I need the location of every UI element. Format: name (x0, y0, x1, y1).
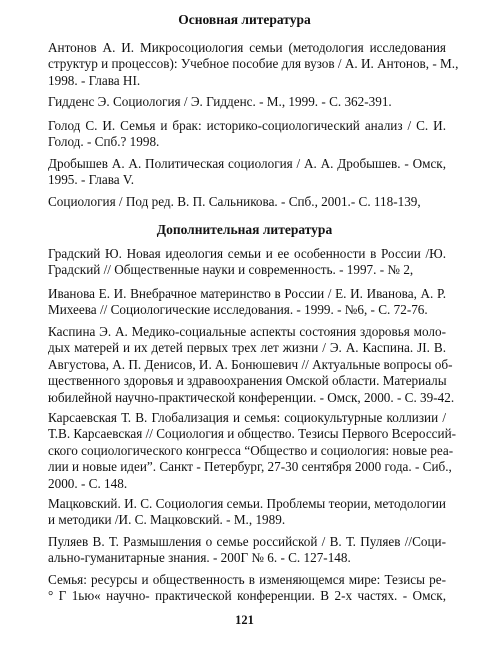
reference-entry-gradsky (48, 246, 446, 279)
reference-line: Т.В. Карсаевская // Социология и общество. Тезисы Первого Всероссий- (48, 426, 457, 442)
reference-line: юбилейной научно-практической конференции. - Омск, 2000. - С. 39-42. (48, 389, 455, 405)
reference-entry-ivanova (48, 286, 446, 319)
reference-line: 1995. - Глава V. (48, 172, 135, 188)
reference-line: щественного здоровья и здравоохранения Омской области. Материалы (48, 373, 447, 389)
reference-line: Карсаевская Т. В. Глобализация и семья: социокультурные коллизии / (48, 410, 446, 425)
reference-line: Иванова Е. И. Внебрачное материнство в России / Е. И. Иванова, А. Р. (48, 286, 446, 301)
reference-line: Градский Ю. Новая идеология семьи и ее особенности в России /Ю. (48, 246, 446, 261)
reference-line: лии и новые идеи”. Санкт - Петербург, 27-30 сентября 2000 года. - Сиб., (48, 459, 452, 475)
reference-line: ° Г 1ью« научно- практической конференции. В 2-х частях. - Омск, (48, 588, 446, 604)
reference-line: дых матерей и их детей первых трех лет жизни / Э. А. Каспина. JI. В. (48, 340, 446, 356)
reference-line: Августова, А. П. Денисов, И. А. Бонюшевич // Актуальные вопросы об- (48, 356, 453, 372)
reference-entry-sociology-salnikov (48, 194, 446, 210)
reference-entry-matskovsky (48, 496, 446, 529)
reference-line: Каспина Э. А. Медико-социальные аспекты состояния здоровья моло- (48, 324, 446, 339)
reference-line: Градский // Общественные науки и современность. - 1997. - № 2, (48, 262, 414, 278)
reference-line: Пуляев В. Т. Размышления о семье российской / В. Т. Пуляев //Соци- (48, 534, 446, 549)
reference-line: и методики /И. С. Мацковский. - М., 1989. (48, 512, 286, 528)
reference-line: Социология / Под ред. В. П. Сальникова. - Спб., 2001.- С. 118-139, (48, 194, 421, 209)
reference-line: 2000. - С. 148. (48, 475, 128, 491)
reference-line: 1998. - Глава HI. (48, 72, 141, 88)
reference-line: Семья: ресурсы и общественность в изменяющемся мире: Тезисы ре- (48, 572, 446, 587)
page-number: 121 (235, 613, 254, 627)
reference-line: Дробышев А. А. Политическая социология / А. А. Дробышев. - Омск, (48, 156, 446, 171)
reference-line: ского социологического конгресса “Общество и социология: новые реа- (48, 442, 454, 458)
reference-entry-pulyaev (48, 534, 446, 567)
reference-entry-drobyshev (48, 156, 446, 189)
reference-line: Голод. - Спб.? 1998. (48, 134, 160, 150)
reference-line: Гидденс Э. Социология / Э. Гидденс. - М., 1999. - С. 362-391. (48, 94, 392, 109)
reference-line: структур и процессов): Учебное пособие для вузов / А. И. Антонов, - М., (48, 56, 459, 72)
reference-entry-antonov (48, 40, 459, 89)
reference-entry-giddens (48, 94, 446, 110)
reference-line: Мацковский. И. С. Социология семьи. Проблемы теории, методологии (48, 496, 446, 511)
reference-line: ально-гуманитарные знания. - 200Г № 6. - С. 127-148. (48, 550, 351, 566)
reference-entry-karsaevskaya (48, 410, 457, 492)
reference-entry-kaspina (48, 324, 455, 406)
reference-line: Михеева // Социологические исследования. - 1999. - №6, - С. 72-76. (48, 302, 428, 318)
additional-literature-heading: Дополнительная литература (156, 222, 333, 237)
reference-line: Голод С. И. Семья и брак: историко-социологический анализ / С. И. (48, 118, 446, 133)
main-literature-heading: Основная литература (178, 12, 311, 27)
reference-line: Антонов А. И. Микросоциология семьи (методология исследования (48, 40, 446, 55)
reference-entry-semya-resources (48, 572, 446, 605)
reference-entry-golod (48, 118, 446, 151)
